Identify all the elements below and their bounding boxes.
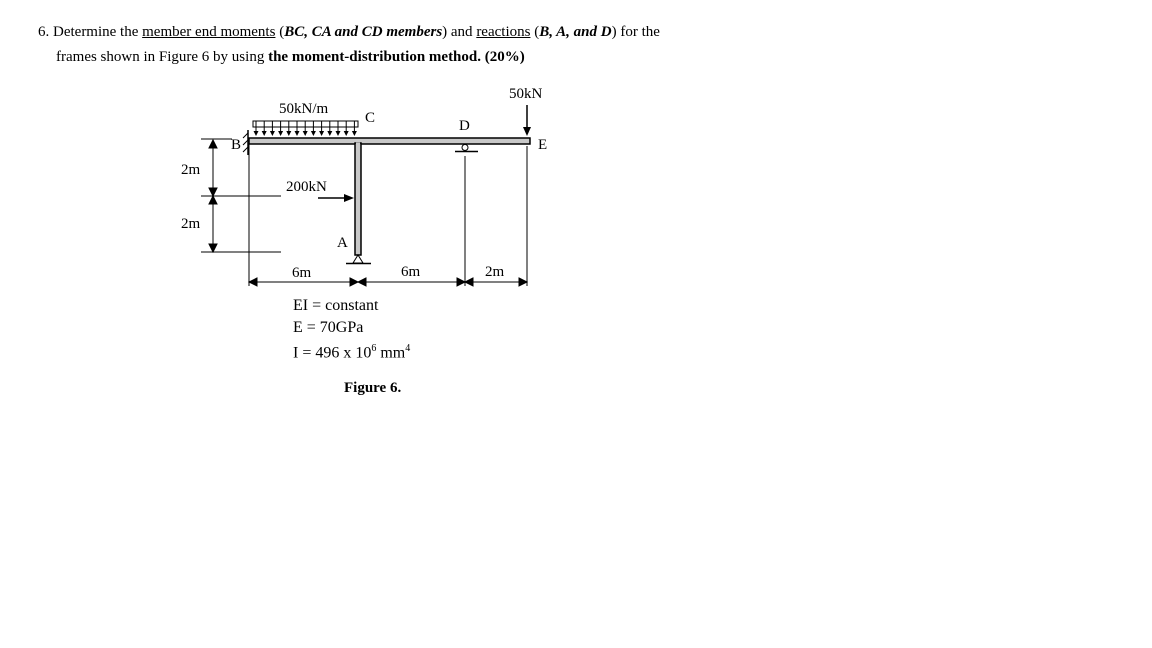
method-bold: the moment-distribution method. (20%) xyxy=(268,49,525,65)
i-unit-exponent: 4 xyxy=(405,343,411,354)
udl-arrow-head xyxy=(344,131,349,136)
point-load-label: 50kN xyxy=(509,86,543,102)
udl-arrow-head xyxy=(336,131,341,136)
beam-bcde xyxy=(249,138,530,144)
question-number: 6. xyxy=(38,24,50,40)
question-text-part: ( xyxy=(279,24,285,40)
udl-label: 50kN/m xyxy=(279,101,329,117)
supports-list: B, A, and D xyxy=(539,24,612,40)
udl-arrow-head xyxy=(278,131,283,136)
dim-horizontal-1-label: 6m xyxy=(292,265,312,281)
material-properties xyxy=(293,295,410,364)
node-e-label: E xyxy=(538,137,548,153)
node-b-label: B xyxy=(231,137,242,153)
udl-arrow-head xyxy=(270,131,275,136)
question-text-part: frames shown in Figure 6 by using xyxy=(56,49,265,65)
udl-arrow-head xyxy=(311,131,316,136)
i-unit: mm xyxy=(376,344,406,362)
horizontal-load-arrow xyxy=(318,194,354,202)
ei-line: EI = constant xyxy=(293,297,379,314)
question-text-part: ) for the xyxy=(611,24,660,40)
point-load-arrow xyxy=(523,105,531,136)
pin-support-a xyxy=(346,255,371,264)
i-prefix: I = 496 x 10 xyxy=(293,344,372,362)
udl-arrow-head xyxy=(352,131,357,136)
node-d-label: D xyxy=(459,118,470,134)
i-line xyxy=(293,338,410,364)
roller-support-d xyxy=(455,145,478,152)
udl-arrow-head xyxy=(254,131,259,136)
question-text-part: ( xyxy=(534,24,540,40)
udl-arrow-head xyxy=(295,131,300,136)
dim-horizontal-2-label: 6m xyxy=(401,264,421,280)
fixed-support-b xyxy=(243,130,248,155)
udl-arrow-head xyxy=(303,131,308,136)
node-a-label: A xyxy=(337,235,348,251)
column-ca xyxy=(355,143,361,255)
members-list: BC, CA and CD members xyxy=(284,24,443,40)
dim-vertical-top-label: 2m xyxy=(181,162,201,178)
node-c-label: C xyxy=(365,110,376,126)
figure-caption: Figure 6. xyxy=(344,380,402,396)
horizontal-load-label: 200kN xyxy=(286,179,327,195)
question-text-part: ) and xyxy=(442,24,473,40)
vertical-dimension xyxy=(201,139,281,252)
reactions-underlined: reactions xyxy=(476,24,531,40)
i-exponent: 6 xyxy=(371,343,377,354)
dim-vertical-bottom-label: 2m xyxy=(181,216,201,232)
udl-arrow-head xyxy=(286,131,291,136)
question-text-part: Determine the xyxy=(53,24,139,40)
udl-arrow-head xyxy=(327,131,332,136)
udl-arrow-head xyxy=(262,131,267,136)
dim-horizontal-3-label: 2m xyxy=(485,264,505,280)
e-line: E = 70GPa xyxy=(293,318,364,336)
distributed-load xyxy=(253,121,358,136)
member-end-moments-underlined: member end moments xyxy=(142,24,276,40)
udl-arrow-head xyxy=(319,131,324,136)
